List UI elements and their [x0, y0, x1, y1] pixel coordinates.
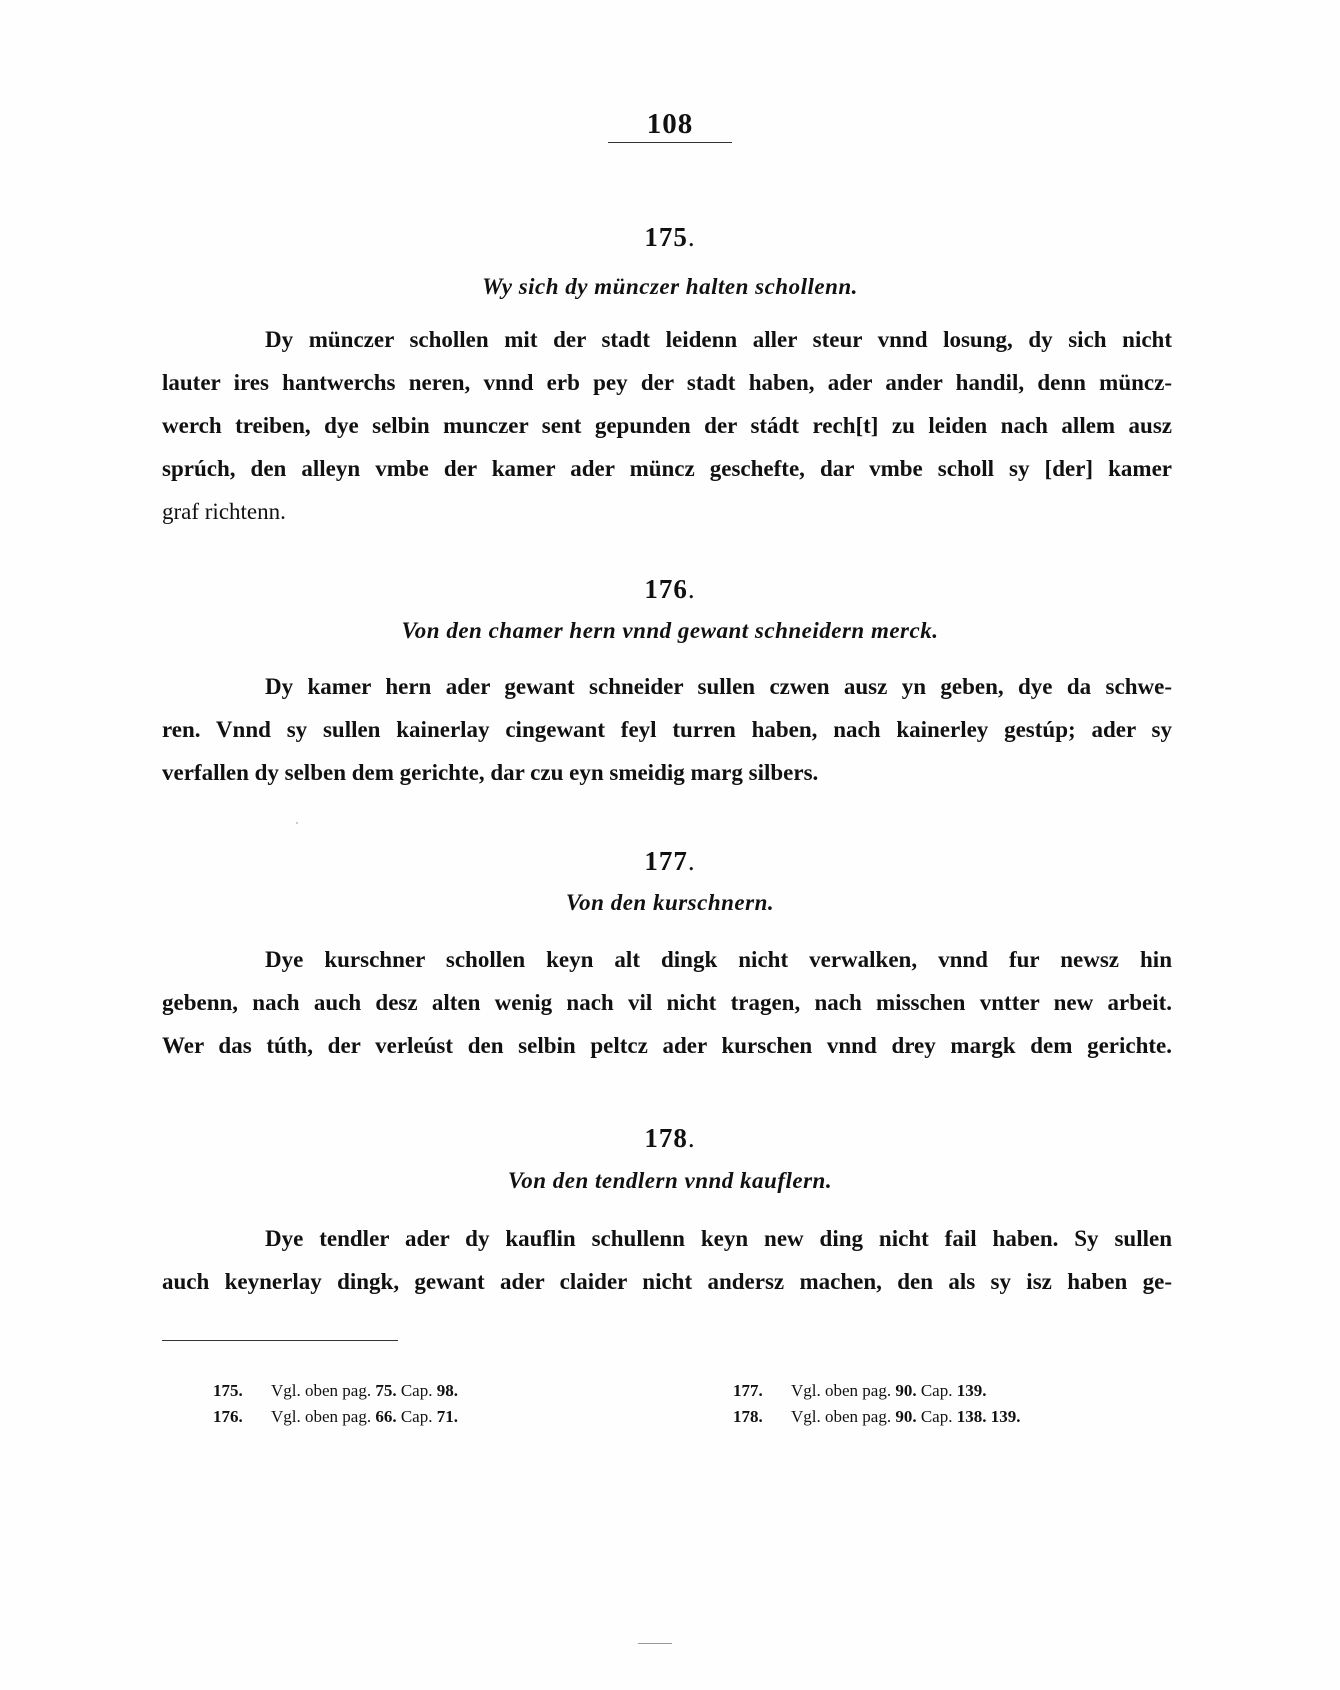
footnote-page: 75. [375, 1381, 397, 1400]
section-number [0, 222, 1340, 253]
section-number [0, 1123, 1340, 1154]
scan-speck [296, 822, 298, 824]
footnote-cap: 139. [956, 1381, 987, 1400]
footnote-ref: Vgl. oben pag. [271, 1381, 372, 1400]
section-title: Von den kurschnern. [565, 890, 775, 915]
body-line: gebenn, nach auch desz alten wenig nach vil nicht tragen, nach misschen vntter new arbeit. [162, 990, 1172, 1015]
footnote-cap-label: Cap. [920, 1407, 953, 1426]
body-line: werch treiben, dye selbin munczer sent gepunden der stádt rech[t] zu leiden nach allem ausz [162, 413, 1172, 438]
footnote-ref: Vgl. oben pag. [791, 1381, 892, 1400]
bottom-page-mark [638, 1643, 672, 1644]
footnote-cap: 138. 139. [956, 1407, 1021, 1426]
body-line: verfallen dy selben dem gerichte, dar czu eyn smeidig marg silbers. [162, 760, 819, 785]
footnote-cap-label: Cap. [400, 1381, 433, 1400]
footnote-page: 90. [895, 1407, 917, 1426]
body-line: Dye kurschner schollen keyn alt dingk nicht verwalken, vnnd fur newsz hin [265, 947, 1172, 972]
footnote [733, 1380, 986, 1402]
body-line: sprúch, den alleyn vmbe der kamer ader müncz geschefte, dar vmbe scholl sy [der] kamer [162, 456, 1172, 481]
body-line: lauter ires hantwerchs neren, vnnd erb pey der stadt haben, ader ander handil, denn müncz- [162, 370, 1172, 395]
body-line: Wer das túth, der verleúst den selbin peltcz ader kurschen vnnd drey margk dem gerichte. [162, 1033, 1172, 1058]
section-number-dot: . [687, 846, 696, 876]
page-number-rule [608, 142, 732, 143]
body-line: Dy kamer hern ader gewant schneider sullen czwen ausz yn geben, dye da schwe- [265, 674, 1172, 699]
section-title: Von den chamer hern vnnd gewant schneidern merck. [401, 618, 939, 643]
footnote-cap: 71. [436, 1407, 458, 1426]
body-line: auch keynerlay dingk, gewant ader claider nicht andersz machen, den als sy isz haben ge- [162, 1269, 1172, 1294]
body-line: ren. Vnnd sy sullen kainerlay cingewant feyl turren haben, nach kainerley gestúp; ader sy [162, 717, 1172, 742]
footnote-cap: 98. [436, 1381, 458, 1400]
section-number-dot: . [687, 1123, 696, 1153]
footnote-ref: Vgl. oben pag. [271, 1407, 372, 1426]
footnote [213, 1406, 458, 1428]
section-number [0, 846, 1340, 877]
body-line: Dye tendler ader dy kauflin schullenn keyn new ding nicht fail haben. Sy sullen [265, 1226, 1172, 1251]
section-number-dot: . [687, 222, 696, 252]
section-number-value: 175 [644, 222, 688, 252]
page-number: 108 [646, 108, 694, 140]
footnote-rule [162, 1340, 398, 1341]
section-number-dot: . [687, 574, 696, 604]
footnote-ref: Vgl. oben pag. [791, 1407, 892, 1426]
footnote [733, 1406, 1020, 1428]
footnote-page: 90. [895, 1381, 917, 1400]
footnote-number: 177. [733, 1381, 763, 1400]
section-number-value: 177 [644, 846, 688, 876]
section-number-value: 178 [644, 1123, 688, 1153]
footnote-number: 178. [733, 1407, 763, 1426]
body-line: graf richtenn. [162, 499, 286, 524]
section-number [0, 574, 1340, 605]
footnote-cap-label: Cap. [920, 1381, 953, 1400]
footnote [213, 1380, 458, 1402]
body-line: Dy münczer schollen mit der stadt leidenn aller steur vnnd losung, dy sich nicht [265, 327, 1172, 352]
footnote-page: 66. [375, 1407, 397, 1426]
footnote-cap-label: Cap. [400, 1407, 433, 1426]
section-title: Wy sich dy münczer halten schollenn. [482, 274, 858, 299]
footnote-number: 176. [213, 1407, 243, 1426]
footnote-number: 175. [213, 1381, 243, 1400]
section-title: Von den tendlern vnnd kauflern. [507, 1168, 833, 1193]
section-number-value: 176 [644, 574, 688, 604]
